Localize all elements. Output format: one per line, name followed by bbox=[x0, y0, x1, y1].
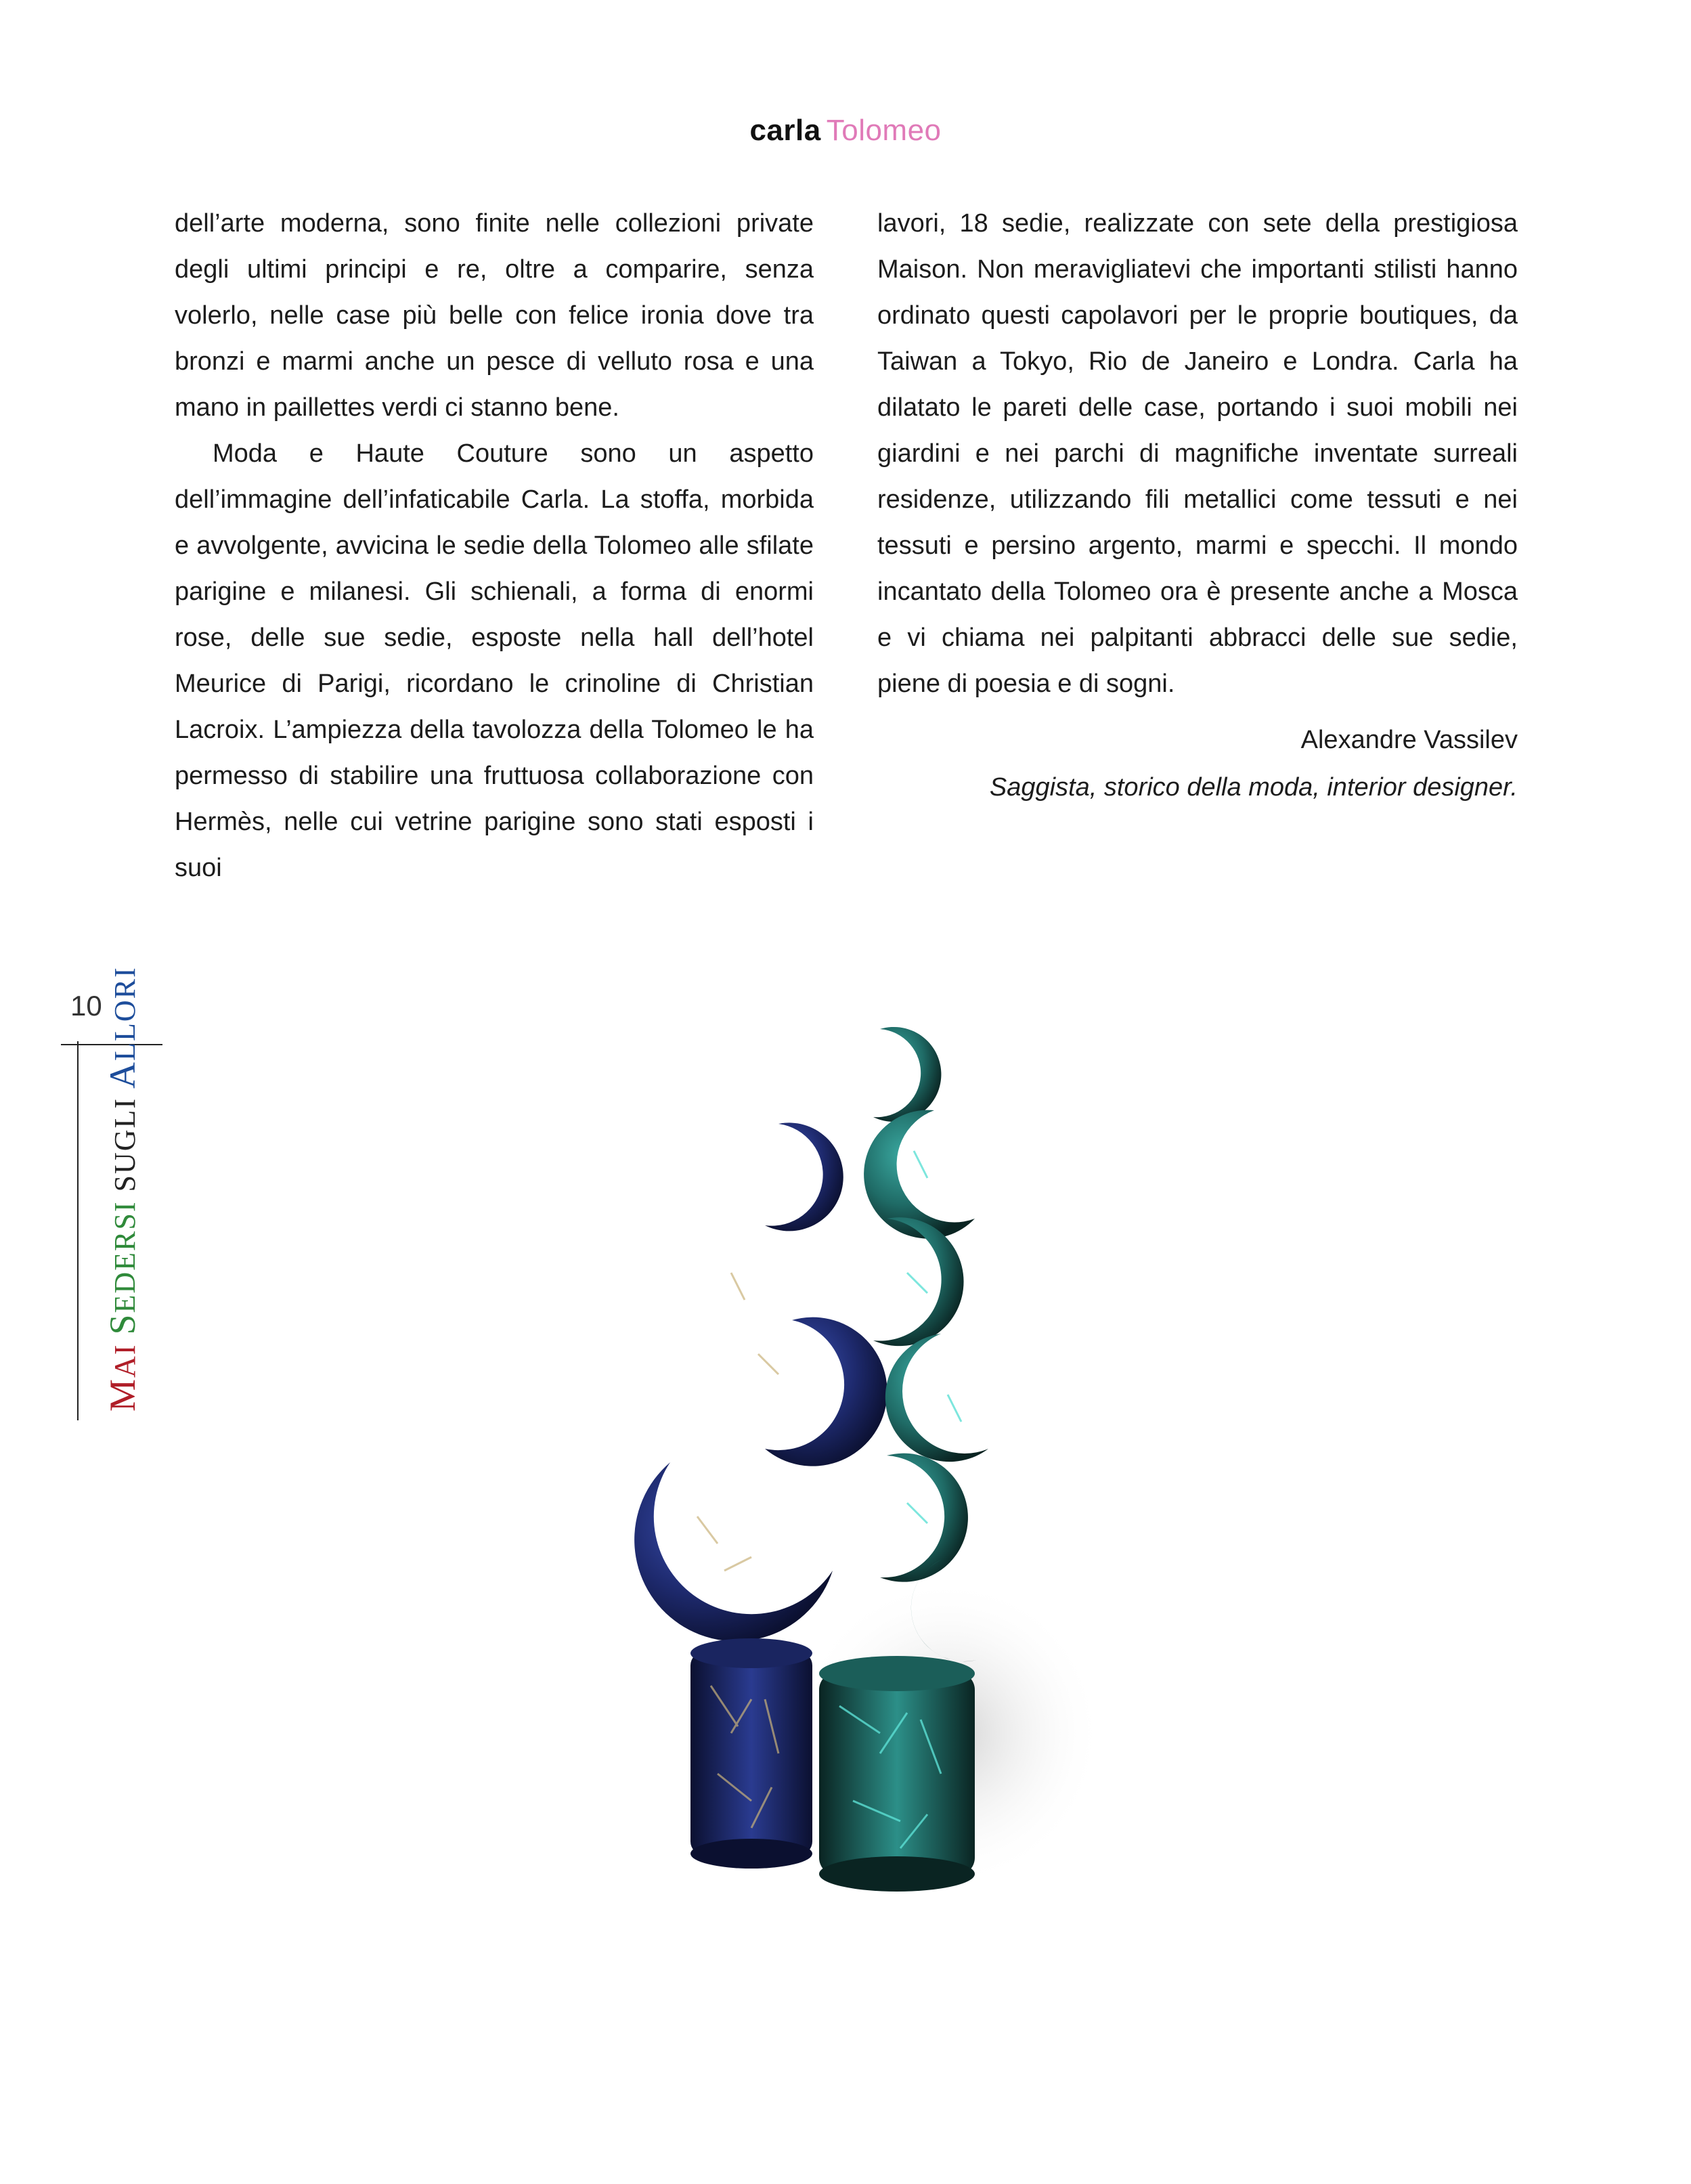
running-head-name-bold: carla bbox=[749, 114, 821, 147]
vertical-rule bbox=[77, 1041, 79, 1420]
teal-crescent-1 bbox=[873, 1027, 941, 1122]
running-head bbox=[0, 114, 1691, 148]
series-word-mai: MAI bbox=[102, 1343, 143, 1412]
series-title bbox=[102, 966, 144, 1412]
series-word-sugli: SUGLI bbox=[108, 1097, 141, 1192]
crescent-moon-sculptures-image bbox=[596, 921, 1110, 1929]
series-word-sedersi: SEDERSI bbox=[102, 1200, 143, 1335]
left-paragraph-1: dell’arte moderna, sono finite nelle collezioni private degli ultimi principi e re, oltre a comparire, senza volerlo, nelle case più belle con felice ironia dove tra bronzi e marmi anche un pesce di velluto rosa e una mano in paillettes verdi ci stanno bene. bbox=[175, 209, 814, 422]
signature-role: Saggista, storico della moda, interior designer. bbox=[989, 773, 1518, 802]
blue-crescent-7 bbox=[634, 1462, 833, 1641]
signature-author: Alexandre Vassilev bbox=[1300, 726, 1518, 754]
running-head-name-light: Tolomeo bbox=[826, 114, 942, 147]
blue-crescent-6 bbox=[765, 1317, 887, 1466]
blue-base bbox=[690, 1652, 812, 1855]
blue-crescent-1 bbox=[736, 948, 792, 987]
text-column-right bbox=[877, 200, 1518, 707]
left-paragraph-2: Moda e Haute Couture sono un aspetto dell’immagine dell’infaticabile Carla. La stoffa, morbida e avvolgente, avvicina le sedie della Tolomeo alle sfilate parigine e milanesi. Gli schienali, a forma di enormi rose, delle sue sedie, esposte nella hall dell’hotel Meurice di Parigi, ricordano le crinoline di Christian Lacroix. L’ampiezza della tavolozza della Tolomeo le ha permesso di stabilire una fruttuosa collaborazione con Hermès, nelle cui vetrine parigine sono stati esposti i suoi bbox=[175, 439, 814, 882]
page-number: 10 bbox=[70, 990, 102, 1022]
teal-crescent-2 bbox=[864, 1110, 975, 1239]
signature-block bbox=[877, 716, 1518, 811]
blue-crescent-2 bbox=[785, 995, 816, 1049]
right-paragraph-1: lavori, 18 sedie, realizzate con sete della prestigiosa Maison. Non meravigliatevi che importanti stilisti hanno ordinato questi capolavori per le proprie boutiques, da Taiwan a Tokyo, Rio de Janeiro e Londra. Carla ha dilatato le pareti delle case, portando i suoi mobili nei giardini e nei parchi di magnifiche inventate surreali residenze, utilizzando fili metallici come tessuti e nei tessuti e persino argento, marmi e specchi. Il mondo incantato della Tolomeo ora è presente anche a Mosca e vi chiama nei palpitanti abbracci delle sue sedie, piene di poesia e di sogni. bbox=[877, 209, 1518, 698]
text-column-left bbox=[175, 200, 814, 891]
teal-sculpture bbox=[819, 1027, 988, 1892]
blue-crescent-4 bbox=[765, 1122, 843, 1231]
teal-base bbox=[819, 1672, 975, 1875]
blue-crescent-3 bbox=[730, 1049, 819, 1125]
series-word-allori: ALLORI bbox=[102, 966, 143, 1089]
teal-crescent-4 bbox=[885, 1334, 988, 1462]
teal-crescent-5 bbox=[880, 1454, 968, 1582]
blue-crescent-5 bbox=[689, 1232, 819, 1349]
